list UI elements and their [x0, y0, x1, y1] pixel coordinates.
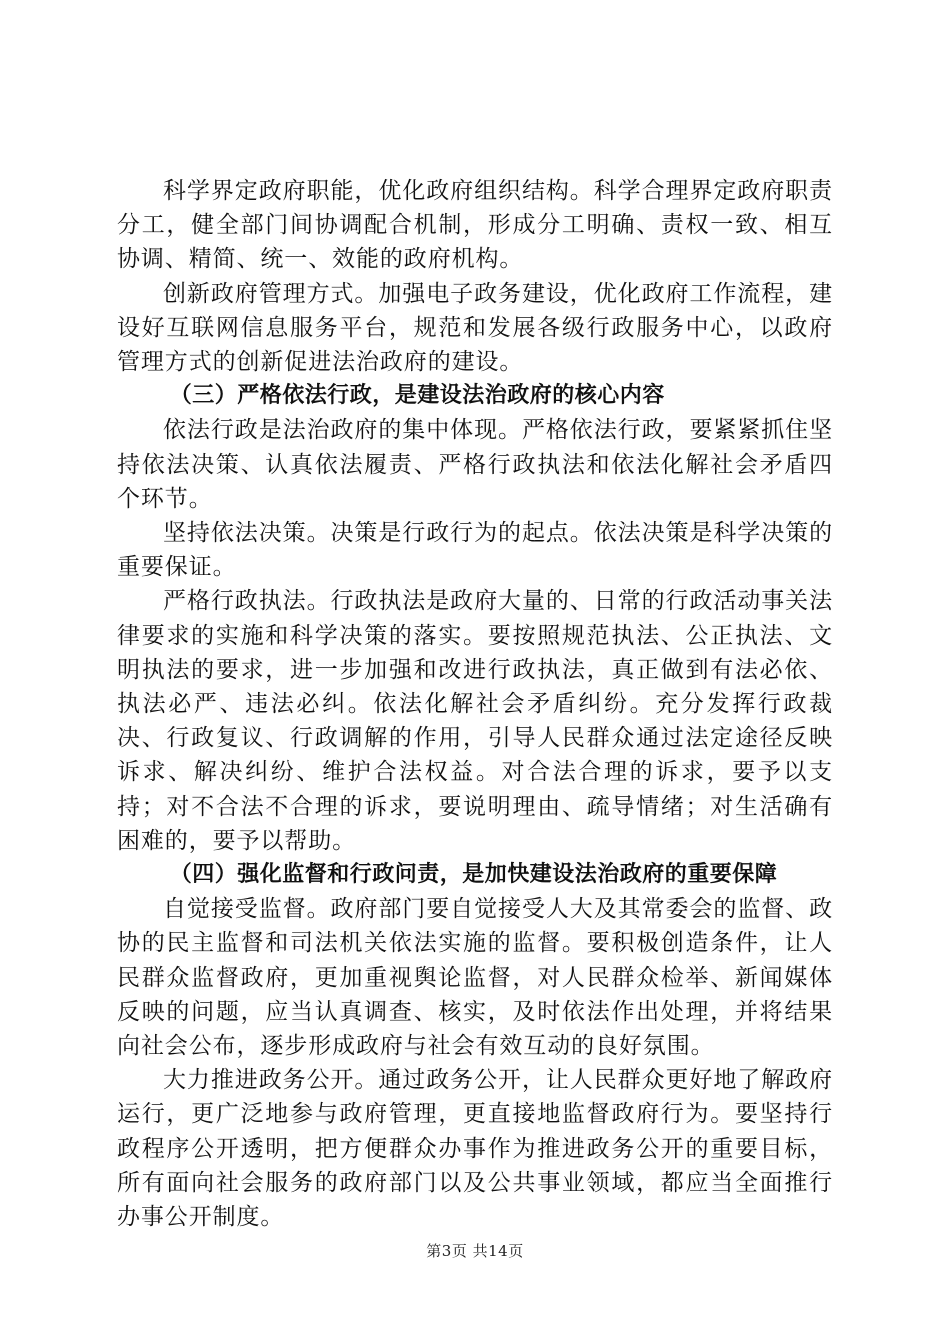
paragraph-strict-enforcement: 严格行政执法。行政执法是政府大量的、日常的行政活动事关法律要求的实施和科学决策的落实。要按照规范执法、公正执法、文明执法的要求，进一步加强和改进行政执法，真正做到有法必依、执法必严、违法必纠。依法化解社会矛盾纠纷。充分发挥行政裁决、行政复议、行政调解的作用，引导人民群众通过法定途径反映诉求、解决纠纷、维护合法权益。对合法合理的诉求，要予以支持；对不合法不合理的诉求，要说明理由、疏导情绪；对生活确有困难的，要予以帮助。 [117, 588, 833, 854]
paragraph-government-openness: 大力推进政务公开。通过政务公开，让人民群众更好地了解政府运行，更广泛地参与政府管理，更直接地监督政府行为。要坚持行政程序公开透明，把方便群众办事作为推进政务公开的重要目标，所有面向社会服务的政府部门以及公共事业领域，都应当全面推行办事公开制度。 [117, 1067, 833, 1231]
section-heading-three: （三）严格依法行政，是建设法治政府的核心内容 [169, 383, 665, 409]
paragraph-accept-supervision: 自觉接受监督。政府部门要自觉接受人大及其常委会的监督、政协的民主监督和司法机关依法实施的监督。要积极创造条件，让人民群众监督政府，更加重视舆论监督，对人民群众检举、新闻媒体反映的问题，应当认真调查、核实，及时依法作出处理，并将结果向社会公布，逐步形成政府与社会有效互动的良好氛围。 [117, 896, 833, 1060]
document-body [117, 174, 833, 1234]
paragraph-lawful-decision: 坚持依法决策。决策是行政行为的起点。依法决策是科学决策的重要保证。 [117, 520, 833, 581]
page-number: 第3页 共14页 [426, 1242, 524, 1260]
section-heading-four: （四）强化监督和行政问责，是加快建设法治政府的重要保障 [169, 862, 778, 888]
paragraph-innovate-management: 创新政府管理方式。加强电子政务建设，优化政府工作流程，建设好互联网信息服务平台，规范和发展各级行政服务中心，以政府管理方式的创新促进法治政府的建设。 [117, 280, 833, 376]
paragraph-define-government-functions: 科学界定政府职能，优化政府组织结构。科学合理界定政府职责分工，健全部门间协调配合机制，形成分工明确、责权一致、相互协调、精简、统一、效能的政府机构。 [117, 178, 833, 273]
paragraph-lawful-administration: 依法行政是法治政府的集中体现。严格依法行政，要紧紧抓住坚持依法决策、认真依法履责、严格行政执法和依法化解社会矛盾四个环节。 [117, 417, 833, 512]
